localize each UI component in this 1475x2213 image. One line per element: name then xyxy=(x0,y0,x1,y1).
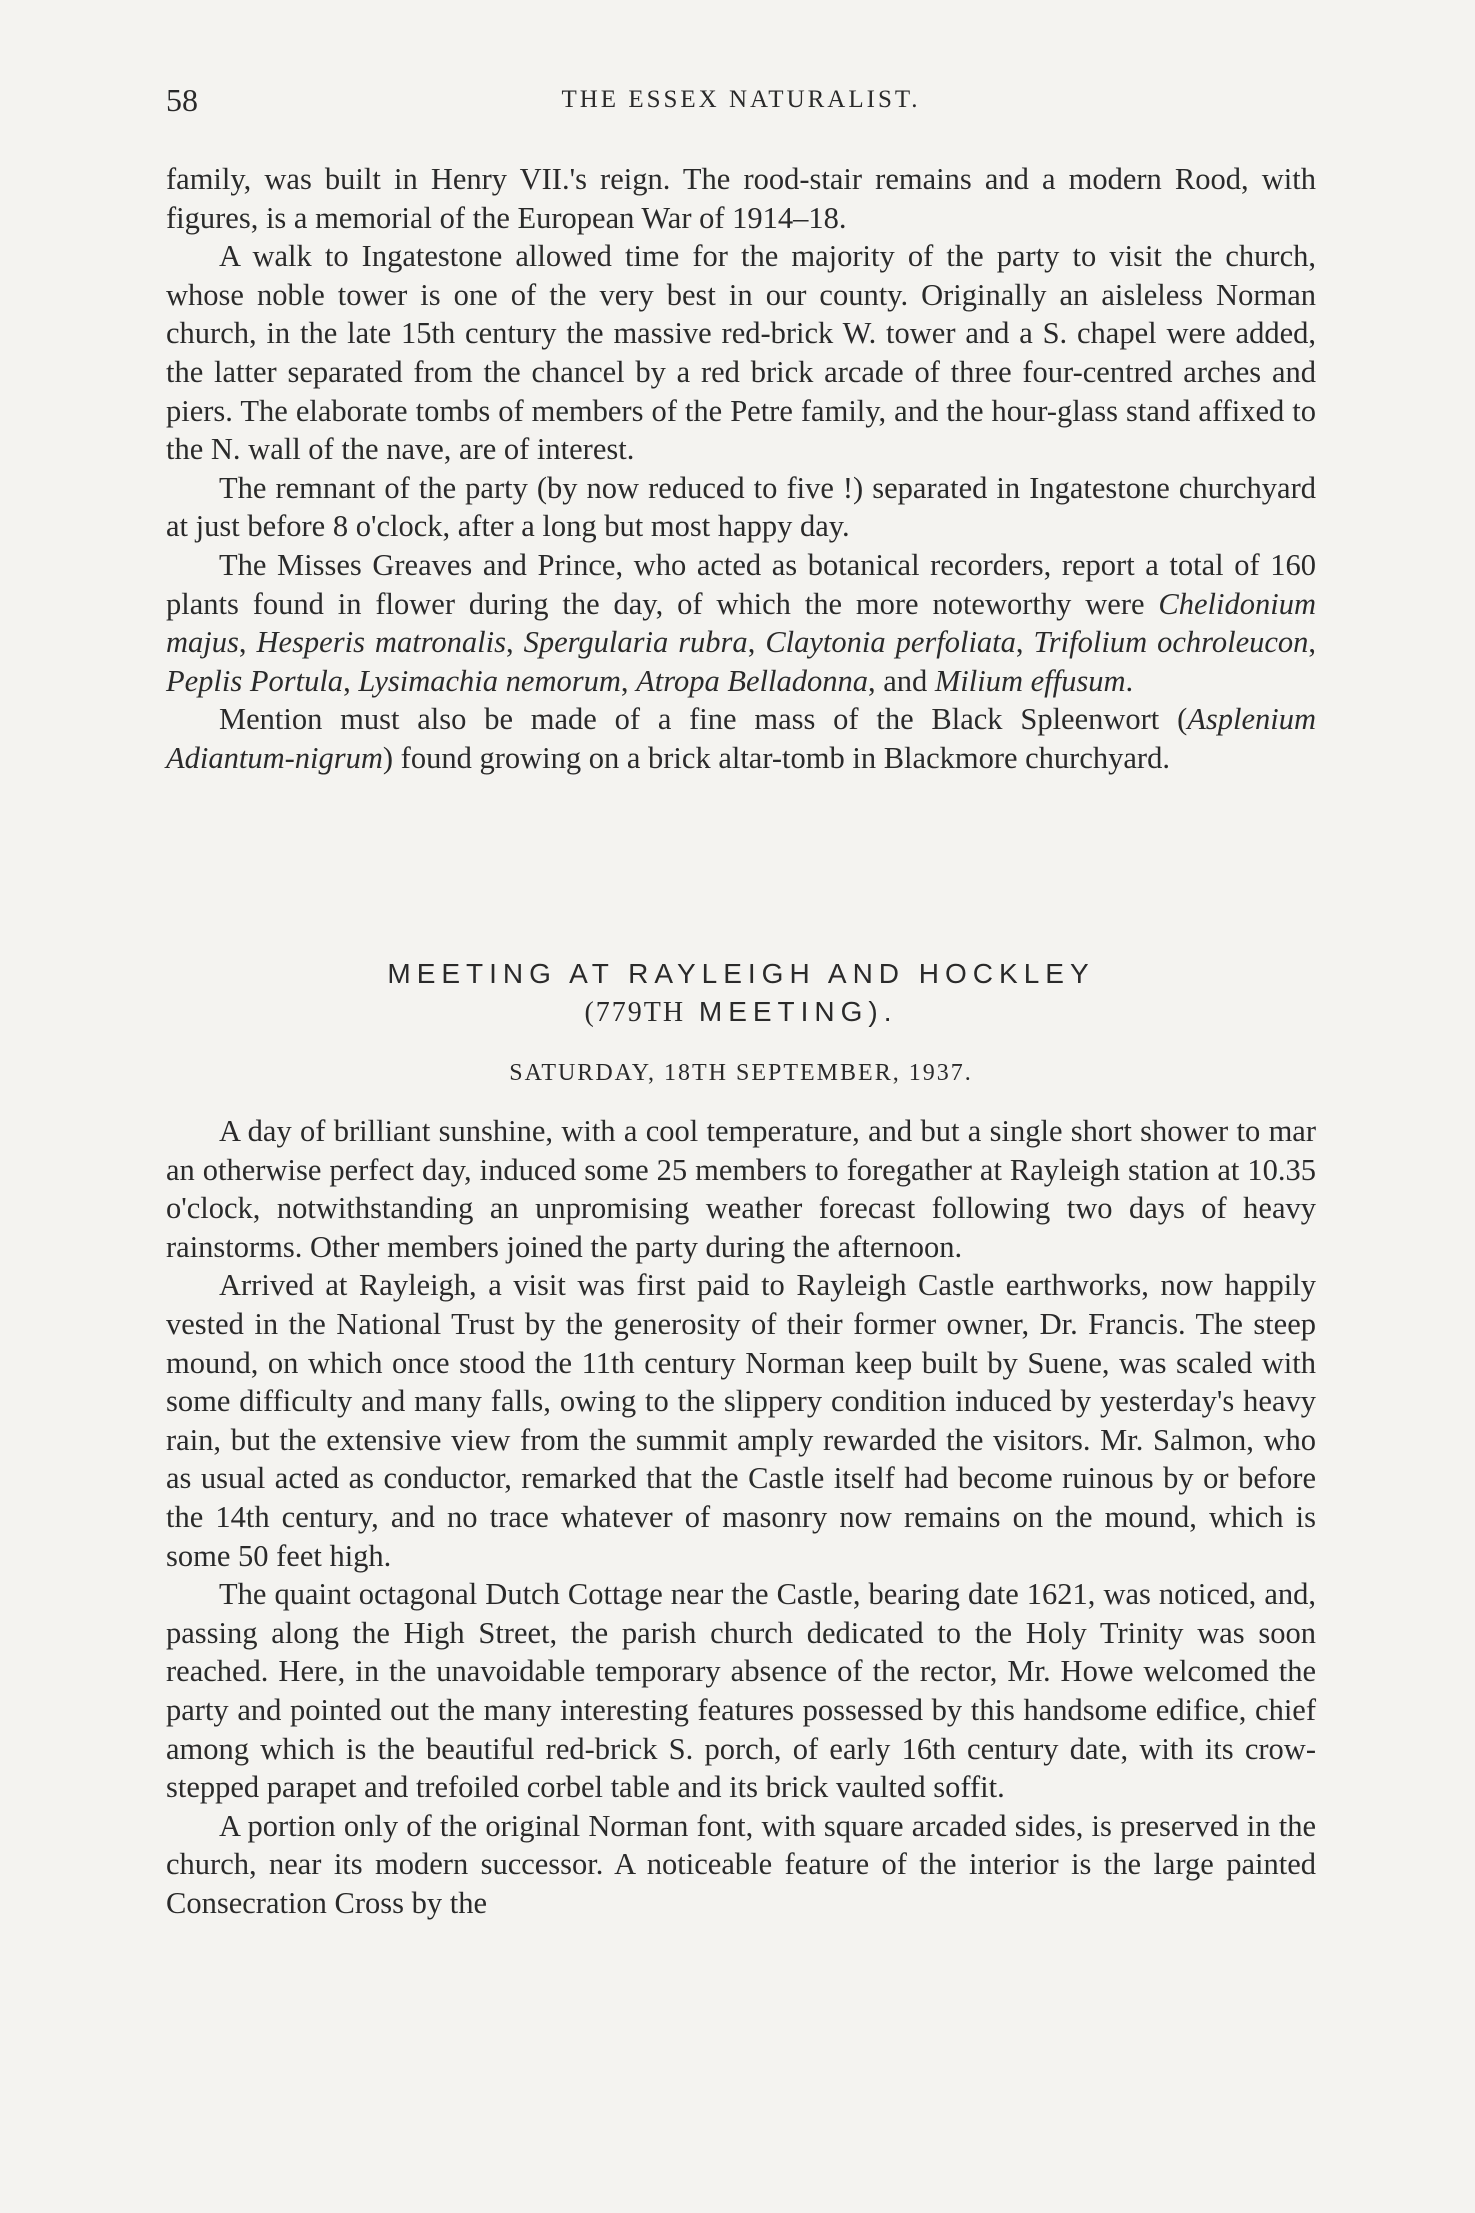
meeting-number: (779TH xyxy=(584,997,686,1028)
species-name: Spergularia rubra xyxy=(523,625,748,660)
section-title-line2 xyxy=(166,993,1316,1032)
species-name: Atropa Belladonna xyxy=(636,663,868,698)
page-header xyxy=(166,82,1316,122)
species-name: Chelidonium majus xyxy=(166,586,1316,660)
species-name: Peplis Portula xyxy=(166,663,344,698)
paragraph: The remnant of the party (by now reduced to five !) separated in Ingatestone churchyard at just before 8 o'clock, after a long but most happy day. xyxy=(166,470,1316,544)
meeting-date: SATURDAY, 18TH SEPTEMBER, 1937. xyxy=(509,1060,973,1086)
paragraph-species-list: The Misses Greaves and Prince, who acted as botanical recorders, report a total of 160 plants found in flower during the day, of which the more noteworthy were Chelidonium majus, Hesperis matronalis, Spergularia rubra, Claytonia perfoliata, Trifolium ochroleucon, Peplis Portula, Lysimachia nemorum, Atropa Belladonna, and Milium effusum. xyxy=(166,547,1317,698)
species-name: Trifolium ochroleucon xyxy=(1033,625,1309,660)
species-name: Lysimachia nemorum xyxy=(358,663,621,698)
paragraph: A day of brilliant sunshine, with a cool temperature, and but a single short shower to mar an otherwise perfect day, induced some 25 members to foregather at Rayleigh station at 10.35 o'clock, notwithstanding an unpromising weather forecast following two days of heavy rainstorms. Other members joined the party during the afternoon. xyxy=(166,1114,1316,1264)
paragraph: The quaint octagonal Dutch Cottage near the Castle, bearing date 1621, was noticed, and, passing along the High Street, the parish church dedicated to the Holy Trinity was soon reached. Here, in the unavoidable temporary absence of the rector, Mr. Howe welcomed the party and pointed out the many interesting features possessed by this handsome edifice, chief among which is the beautiful red-brick S. porch, of early 16th century date, with its crow-stepped parapet and trefoiled corbel table and its brick vaulted soffit. xyxy=(166,1577,1316,1805)
paragraph-spleenwort xyxy=(166,700,1316,777)
paragraph: A walk to Ingatestone allowed time for the majority of the party to visit the church, whose noble tower is one of the very best in our county. Originally an aisleless Norman church, in the late 15th century the massive red-brick W. tower and a S. chapel were added, the latter separated from the chancel by a red brick arcade of three four-centred arches and piers. The elaborate tombs of members of the Petre family, and the hour-glass stand affixed to the N. wall of the nave, are of interest. xyxy=(166,239,1316,467)
paragraph-text: ) found growing on a brick altar-tomb in Blackmore churchyard. xyxy=(382,740,1170,775)
running-title: THE ESSEX NATURALIST. xyxy=(561,86,921,113)
paragraph: Arrived at Rayleigh, a visit was first paid to Rayleigh Castle earthworks, now happily vested in the National Trust by the generosity of their former owner, Dr. Francis. The steep mound, on which once stood the 11th century Norman keep built by Suene, was scaled with some difficulty and many falls, owing to the slippery condition induced by yesterday's heavy rain, but the extensive view from the summit amply rewarded the visitors. Mr. Salmon, who as usual acted as conductor, remarked that the Castle itself had become ruinous by or before the 14th century, and no trace whatever of masonry now remains on the mound, which is some 50 feet high. xyxy=(166,1268,1316,1573)
species-name: Claytonia perfoliata xyxy=(765,625,1016,660)
species-name: Hesperis matronalis xyxy=(256,625,506,660)
paragraph: A portion only of the original Norman font, with square arcaded sides, is preserved in the church, near its modern successor. A noticeable feature of the interior is the large painted Consecration Cross by the xyxy=(166,1808,1316,1920)
body-text-top xyxy=(166,160,1316,778)
section-title-line1: MEETING AT RAYLEIGH AND HOCKLEY xyxy=(387,958,1095,989)
paragraph-text: Mention must also be made of a fine mass of the Black Spleenwort ( xyxy=(219,702,1188,737)
paragraph: family, was built in Henry VII.'s reign. The rood-stair remains and a modern Rood, with figures, is a memorial of the European War of 1914–18. xyxy=(166,162,1316,235)
meeting-word: MEETING). xyxy=(698,996,898,1027)
species-name: Asplenium Adiantum-nigrum xyxy=(166,702,1316,775)
paragraph-text: The Misses Greaves and Prince, who acted as botanical recorders, report a total of 160 plants found in flower during the day, of which the more noteworthy were xyxy=(166,547,1316,621)
body-text-bottom xyxy=(166,1112,1316,1922)
species-name: Milium effusum xyxy=(934,663,1126,698)
section-heading xyxy=(166,955,1316,1032)
page-number: 58 xyxy=(166,82,198,118)
